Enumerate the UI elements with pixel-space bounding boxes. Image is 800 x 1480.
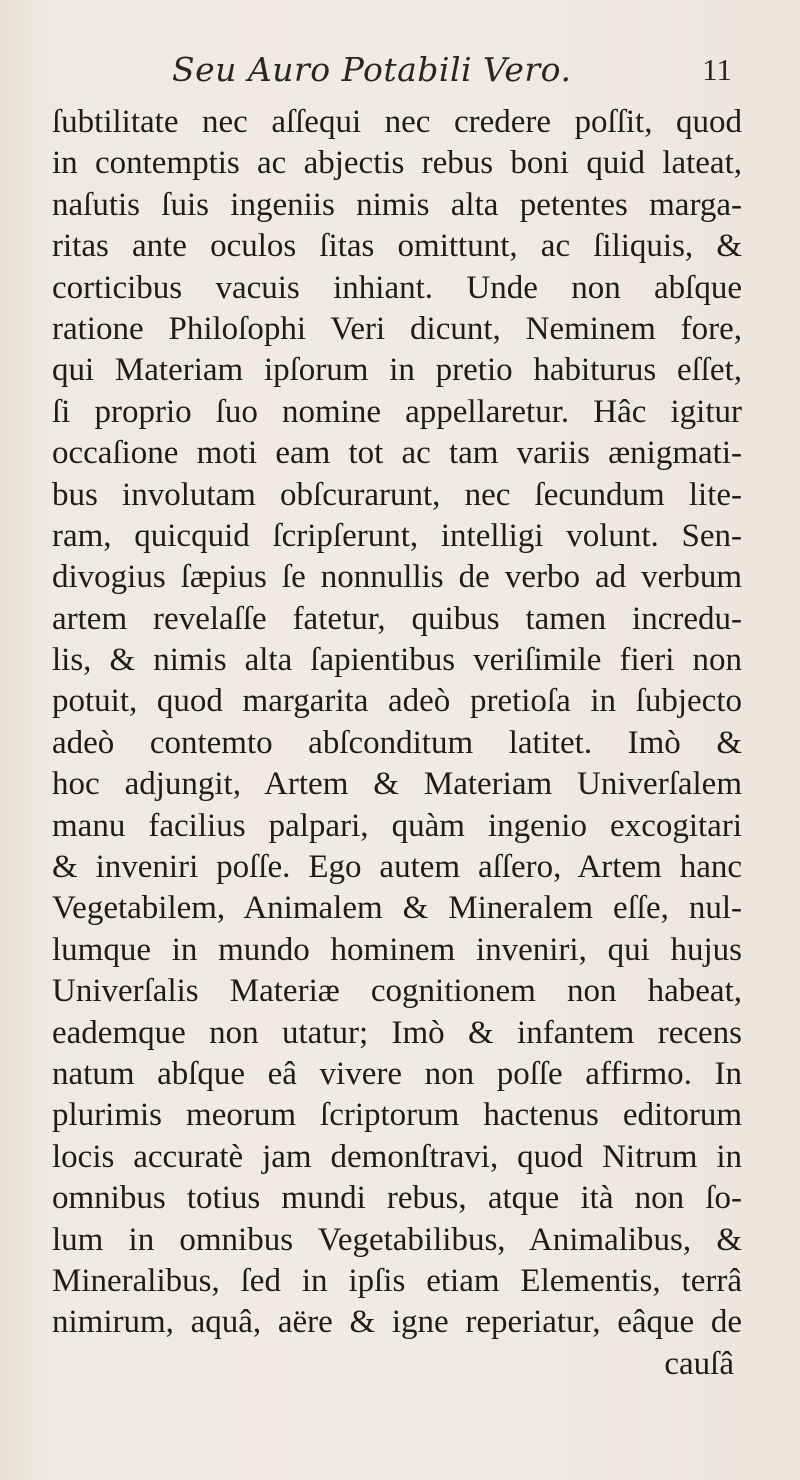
text-line: lumque in mundo hominem inveniri, qui hujus — [52, 931, 742, 968]
text-line: eademque non utatur; Imò & infantem recens — [52, 1014, 742, 1051]
text-line: in contemptis ac abjectis rebus boni quid lateat, — [52, 145, 742, 182]
text-line: divogius ſæpius ſe nonnullis de verbo ad verbum — [52, 559, 742, 596]
text-line: plurimis meorum ſcriptorum hactenus editorum — [52, 1097, 742, 1134]
text-line: ram, quicquid ſcripſerunt, intelligi volunt. Sen- — [52, 517, 742, 554]
text-line: locis accuratè jam demonſtravi, quod Nitrum in — [52, 1138, 742, 1175]
text-line: Vegetabilem, Animalem & Mineralem eſſe, nul- — [52, 890, 742, 927]
catchword: cauſâ — [664, 1345, 734, 1382]
text-line: naſutis ſuis ingeniis nimis alta petentes marga- — [52, 186, 742, 223]
page-number: 11 — [702, 52, 732, 87]
text-line: hoc adjungit, Artem & Materiam Univerſalem — [52, 766, 742, 803]
text-line: potuit, quod margarita adeò pretioſa in ſubjecto — [52, 683, 742, 720]
text-line: occaſione moti eam tot ac tam variis ænigmati- — [52, 435, 742, 472]
text-line: lum in omnibus Vegetabilibus, Animalibus, & — [52, 1221, 742, 1258]
text-line: artem revelaſſe fatetur, quibus tamen incredu- — [52, 600, 742, 637]
text-line: natum abſque eâ vivere non poſſe affirmo. In — [52, 1055, 742, 1092]
text-line: omnibus totius mundi rebus, atque ità non ſo- — [52, 1180, 742, 1217]
text-line: ſi proprio ſuo nomine appellaretur. Hâc igitur — [52, 393, 742, 430]
text-line: & inveniri poſſe. Ego autem aſſero, Artem hanc — [52, 849, 742, 886]
text-line: corticibus vacuis inhiant. Unde non abſque — [52, 269, 742, 306]
text-line: manu facilius palpari, quàm ingenio excogitari — [52, 807, 742, 844]
running-head — [172, 50, 732, 94]
running-head-title: Seu Auro Potabili Vero. — [172, 50, 572, 89]
text-line: bus involutam obſcurarunt, nec ſecundum lite- — [52, 476, 742, 513]
text-line: Mineralibus, ſed in ipſis etiam Elementis, terrâ — [52, 1262, 742, 1299]
text-line: nimirum, aquâ, aëre & igne reperiatur, eâque de — [52, 1304, 742, 1341]
text-line: ſubtilitate nec aſſequi nec credere poſſit, quod — [52, 104, 742, 140]
text-line: ratione Philoſophi Veri dicunt, Neminem fore, — [52, 310, 742, 347]
text-line: lis, & nimis alta ſapientibus veriſimile fieri non — [52, 642, 742, 679]
text-line: adeò contemto abſconditum latitet. Imò & — [52, 724, 742, 761]
body-text — [52, 102, 742, 1385]
text-line: qui Materiam ipſorum in pretio habiturus eſſet, — [52, 352, 742, 389]
text-line: ritas ante oculos ſitas omittunt, ac ſiliquis, & — [52, 228, 742, 265]
text-line: Univerſalis Materiæ cognitionem non habeat, — [52, 973, 742, 1010]
